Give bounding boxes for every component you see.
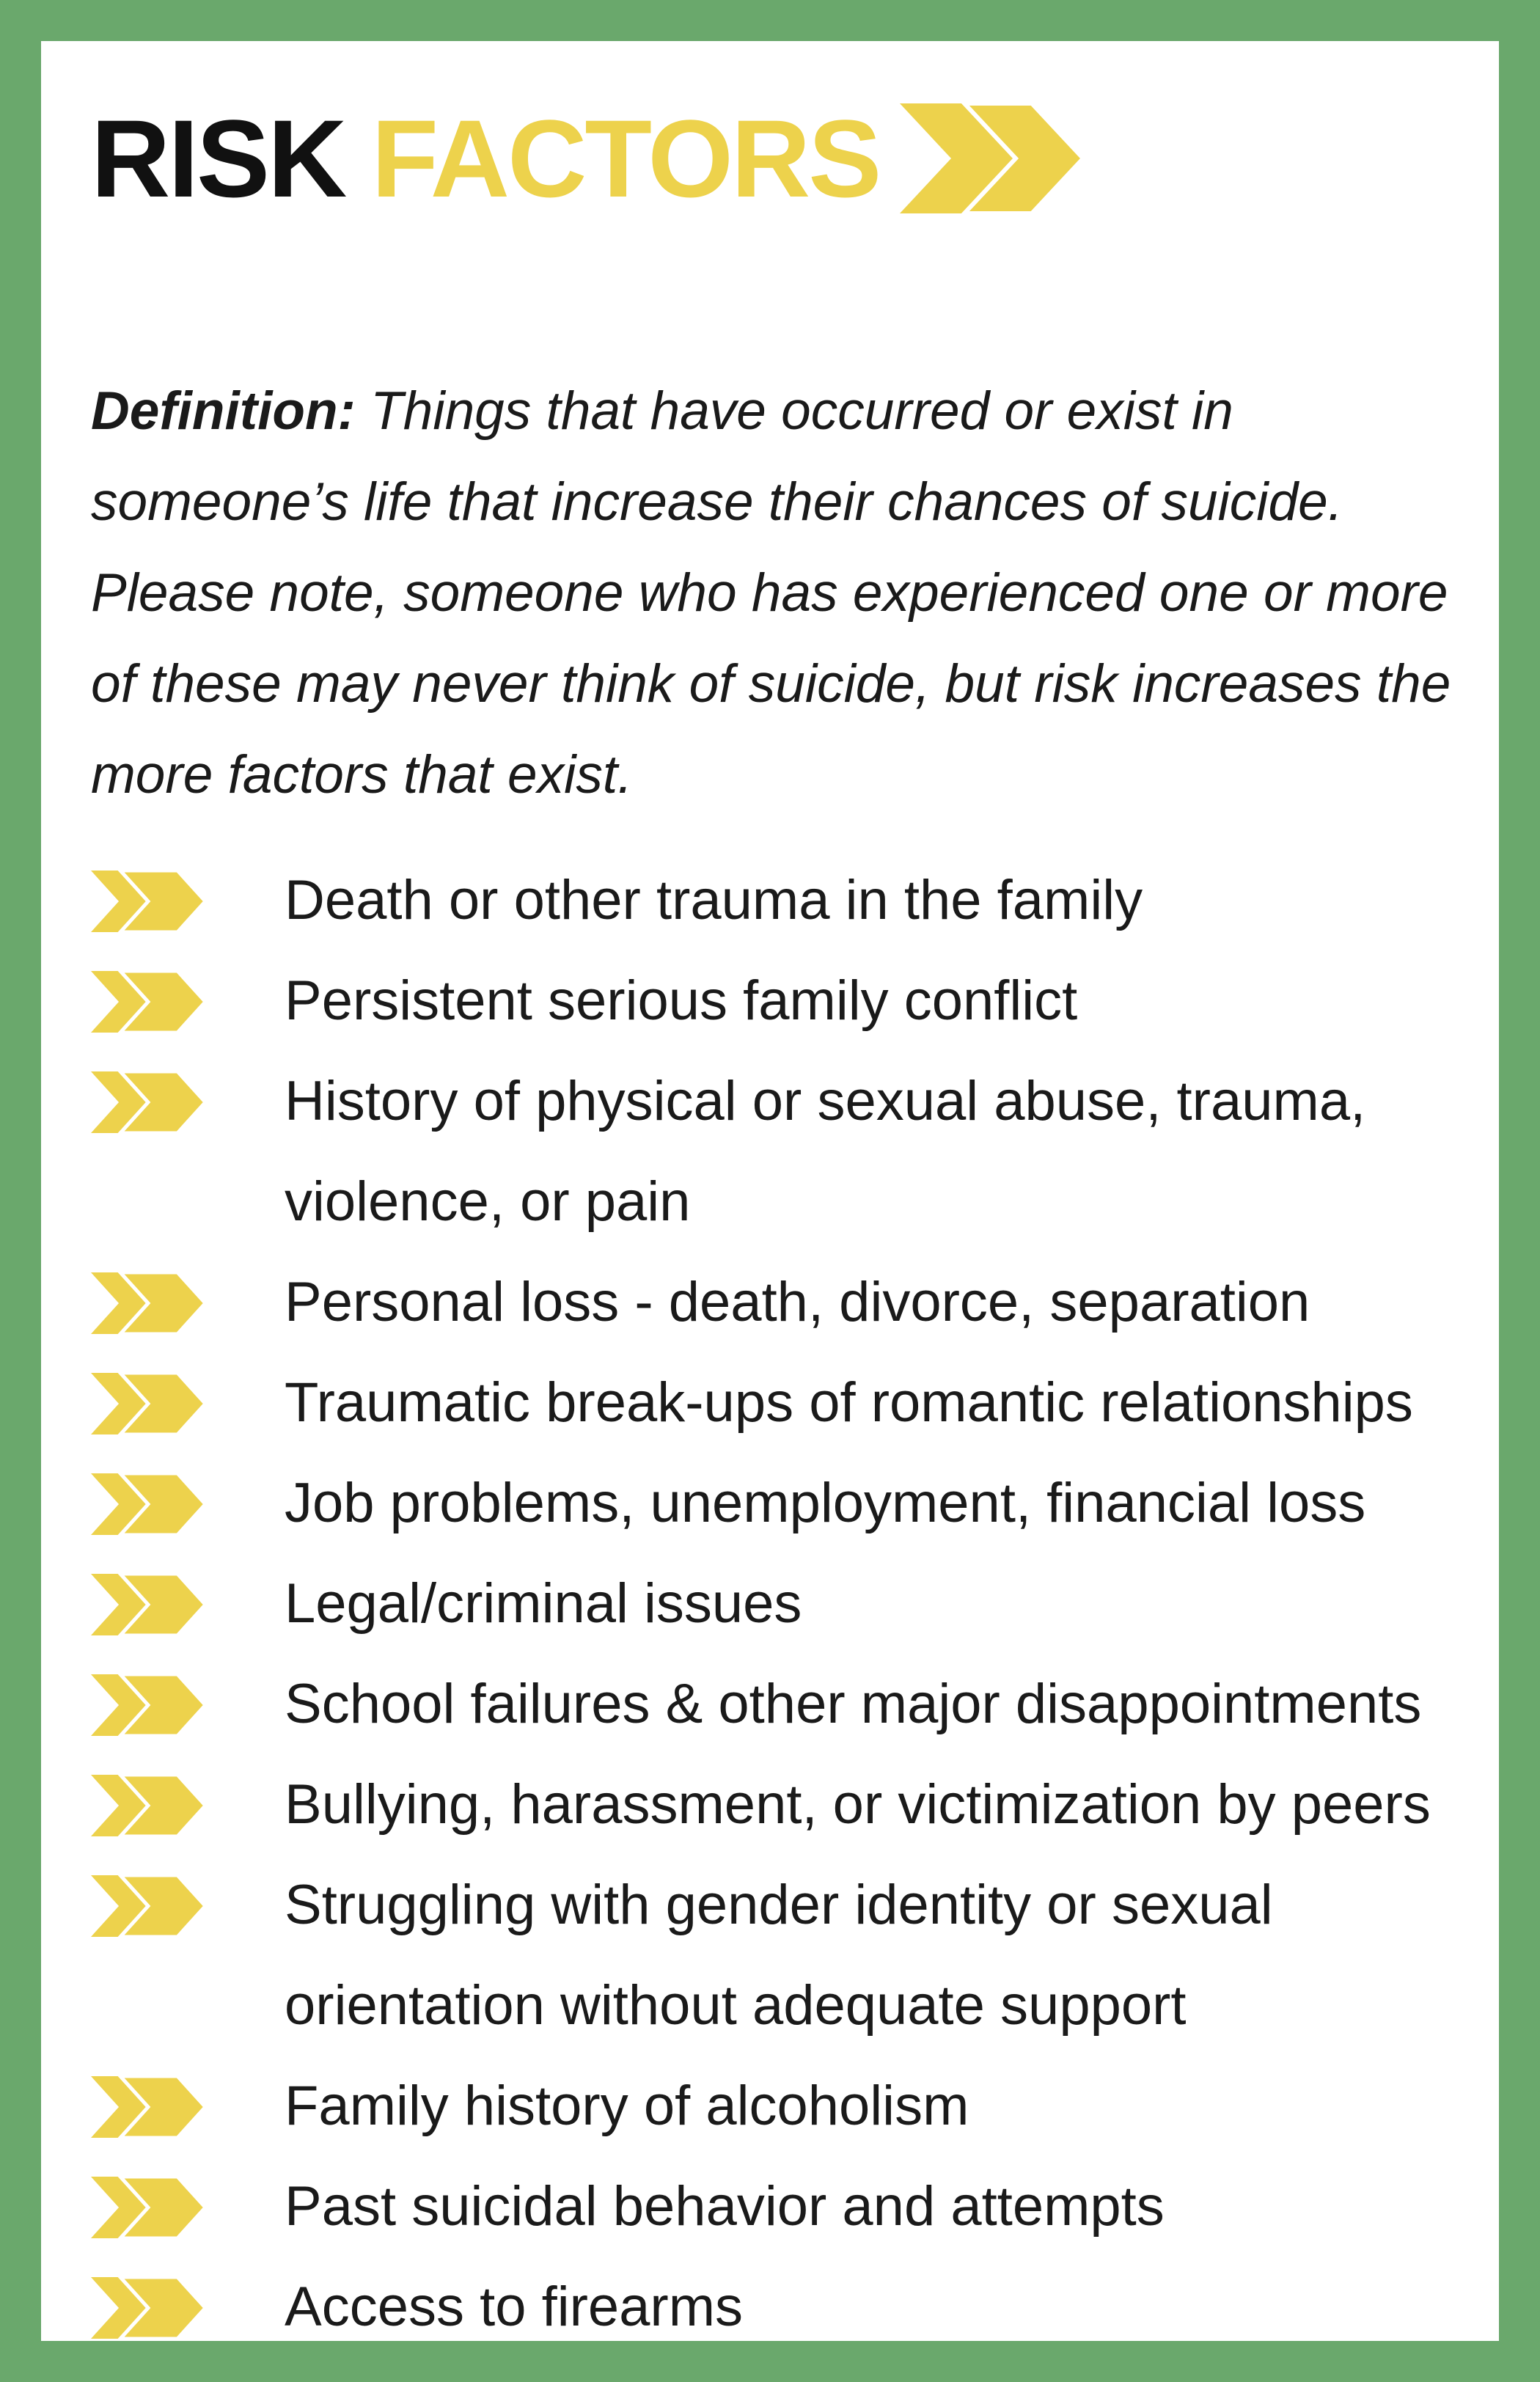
double-chevron-icon — [900, 103, 1112, 213]
double-chevron-icon — [91, 971, 205, 1033]
list-item-text: Family history of alcoholism — [285, 2075, 969, 2137]
list-item — [91, 1654, 1484, 1754]
double-chevron-icon — [91, 1875, 205, 1937]
double-chevron-icon — [91, 1373, 205, 1434]
list-item — [91, 1453, 1484, 1553]
definition-text: Things that have occurred or exist in someone’s life that increase their chances of suicide. Please note, someone who has experienced one or more of these may never think of suicide, but risk increases the more factors that exist. — [91, 381, 1451, 805]
list-item — [91, 850, 1484, 950]
list-item — [91, 1553, 1484, 1654]
definition-label: Definition: — [91, 381, 356, 441]
double-chevron-icon — [91, 1674, 205, 1736]
double-chevron-icon — [91, 1473, 205, 1535]
list-item — [91, 1051, 1484, 1252]
double-chevron-icon — [91, 871, 205, 932]
double-chevron-icon — [91, 1272, 205, 1334]
list-item-text: School failures & other major disappointments — [285, 1673, 1422, 1735]
list-item-text: Struggling with gender identity or sexual orientation without adequate support — [285, 1874, 1273, 2037]
list-item — [91, 1855, 1484, 2056]
double-chevron-icon — [91, 1574, 205, 1635]
definition — [91, 366, 1470, 821]
list-item — [91, 1252, 1484, 1352]
list-item — [91, 1754, 1484, 1855]
list-item-text: Personal loss - death, divorce, separation — [285, 1271, 1310, 1333]
double-chevron-icon — [91, 1071, 205, 1133]
list-item-text: Persistent serious family conflict — [285, 970, 1078, 1032]
list-item-text: Job problems, unemployment, financial loss — [285, 1472, 1366, 1534]
list-item — [91, 1352, 1484, 1453]
list-item-text: Legal/criminal issues — [285, 1572, 802, 1635]
risk-factor-list — [91, 850, 1484, 2357]
list-item-text: History of physical or sexual abuse, trauma, violence, or pain — [285, 1070, 1366, 1233]
list-item — [91, 950, 1484, 1051]
page-title — [91, 85, 1112, 232]
list-item — [91, 2257, 1484, 2357]
double-chevron-icon — [91, 2076, 205, 2138]
list-item-text: Death or other trauma in the family — [285, 869, 1143, 931]
double-chevron-icon — [91, 2277, 205, 2339]
double-chevron-icon — [91, 2177, 205, 2238]
list-item-text: Access to firearms — [285, 2276, 744, 2338]
list-item-text: Past suicidal behavior and attempts — [285, 2175, 1165, 2238]
list-item-text: Bullying, harassment, or victimization by peers — [285, 1773, 1431, 1836]
list-item — [91, 2056, 1484, 2156]
title-word-risk: RISK — [91, 97, 345, 220]
risk-factors-card — [41, 41, 1499, 2341]
list-item-text: Traumatic break-ups of romantic relationships — [285, 1371, 1413, 1434]
title-word-factors: FACTORS — [371, 97, 880, 220]
list-item — [91, 2156, 1484, 2257]
double-chevron-icon — [91, 1775, 205, 1836]
